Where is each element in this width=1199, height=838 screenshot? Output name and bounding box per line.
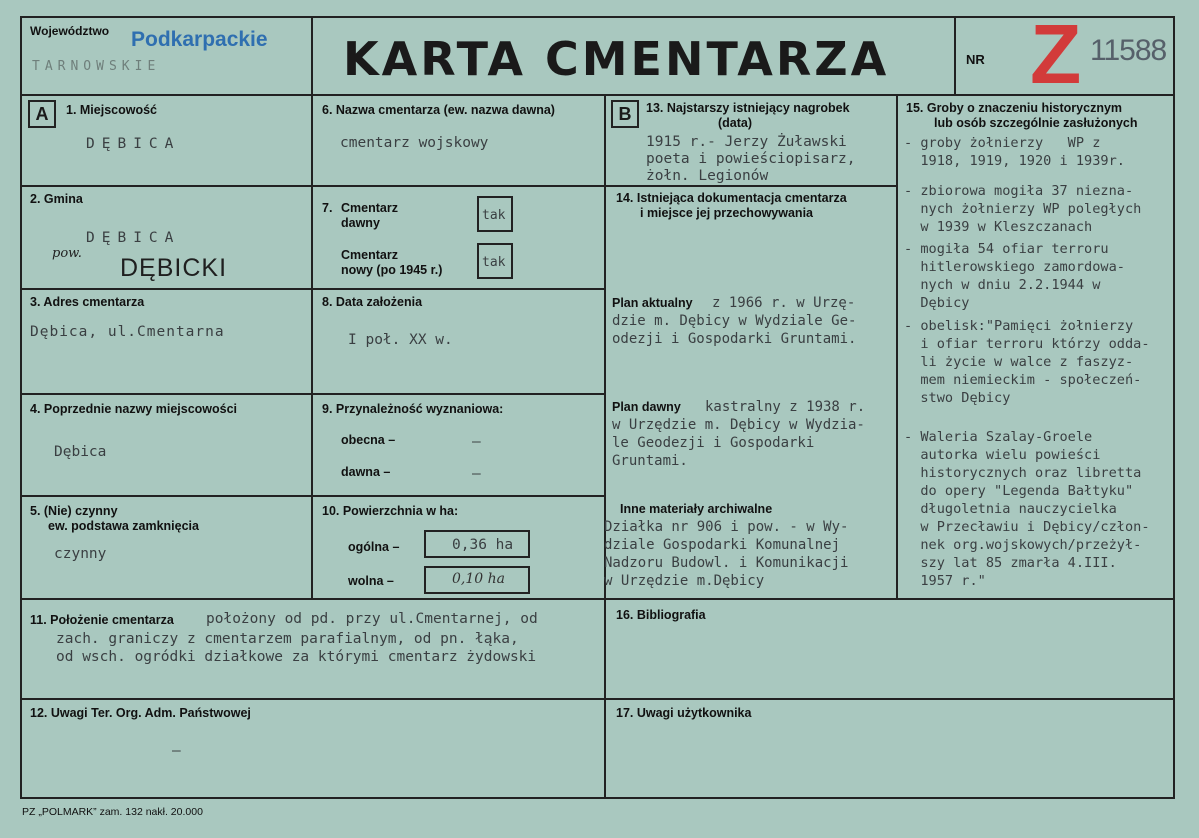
frame-bottom [20, 797, 1175, 799]
f7-dawny-value: tak [482, 208, 506, 223]
divider-col3 [896, 94, 898, 600]
divider-col2 [604, 94, 606, 799]
f11-line2: zach. graniczy z cmentarzem parafialnym, od pn. łąka, [56, 631, 519, 647]
f8-label: 8. Data założenia [322, 295, 423, 309]
f7-nowy-label2: nowy (po 1945 r.) [341, 263, 443, 277]
f14-inne-4: w Urzędzie m.Dębicy [604, 573, 765, 589]
f10-ogolna-label: ogólna – [348, 540, 400, 554]
f14-inne-1: Działka nr 906 i pow. - w Wy- [604, 519, 849, 535]
f6-label: 6. Nazwa cmentarza (ew. nazwa dawna) [322, 103, 555, 117]
f9-label: 9. Przynależność wyznaniowa: [322, 402, 504, 416]
f15-line: długoletnia nauczycielka [904, 501, 1117, 517]
row-line-13 [604, 185, 898, 187]
frame-left [20, 16, 22, 799]
f15-line: historycznych oraz libretta [904, 465, 1142, 481]
f15-line: w 1939 w Kleszczanach [904, 219, 1093, 235]
f15-line: li życie w walce z faszyz- [904, 354, 1134, 370]
printer-imprint: PZ „POLMARK” zam. 132 nakł. 20.000 [22, 806, 203, 818]
f15-label2: lub osób szczególnie zasłużonych [934, 116, 1138, 130]
wojewodztwo-label: Województwo [30, 24, 110, 38]
f14-label2: i miejsce jej przechowywania [640, 206, 813, 220]
f15-line: autorka wielu powieści [904, 447, 1101, 463]
f5-label2: ew. podstawa zamknięcia [48, 519, 199, 533]
f11-line3: od wsch. ogródki działkowe za którymi cmentarz żydowski [56, 649, 537, 665]
f14-plan-dawny-3: le Geodezji i Gospodarki [612, 435, 815, 451]
row-line-2 [20, 288, 606, 290]
f10-label: 10. Powierzchnia w ha: [322, 504, 459, 518]
row-line-5 [20, 598, 1175, 600]
nr-value: 11588 [1090, 34, 1167, 67]
f13-label1: 13. Najstarszy istniejący nagrobek [646, 101, 850, 115]
f14-plan-aktualny-label: Plan aktualny [612, 296, 693, 310]
f9-obecna-value: – [472, 434, 481, 450]
f15-line: nek org.wojskowych/przeżył- [904, 537, 1142, 553]
card-title: KARTA CMENTARZA [343, 32, 890, 86]
wojewodztwo-stamp: Podkarpackie [131, 28, 268, 51]
f15-line: 1918, 1919, 1920 i 1939r. [904, 153, 1125, 169]
divider-col1 [311, 16, 313, 600]
f12-value: – [172, 743, 181, 759]
f15-line: 1957 r." [904, 573, 986, 589]
f14-inne-3: Nadzoru Budowl. i Komunikacji [604, 555, 849, 571]
row-line-3 [20, 393, 606, 395]
f14-plan-aktualny-3: odezji i Gospodarki Gruntami. [612, 331, 857, 347]
f15-line: w Przecławiu i Dębicy/człon- [904, 519, 1150, 535]
f15-line: - zbiorowa mogiła 37 niezna- [904, 183, 1134, 199]
f17-label: 17. Uwagi użytkownika [616, 706, 752, 720]
f15-line: - Waleria Szalay-Groele [904, 429, 1093, 445]
f13-line3: żołn. Legionów [646, 168, 769, 184]
f11-line1: położony od pd. przy ul.Cmentarnej, od [206, 611, 538, 627]
f6-value: cmentarz wojskowy [340, 135, 489, 151]
f14-plan-aktualny-1: z 1966 r. w Urzę- [712, 295, 856, 311]
f15-line: mem niemieckim - społeczeń- [904, 372, 1142, 388]
f13-line2: poeta i powieściopisarz, [646, 151, 856, 167]
row-line-6 [20, 698, 1175, 700]
row-line-4 [20, 495, 606, 497]
nr-label: NR [966, 52, 985, 67]
frame-header-bottom [20, 94, 1175, 96]
f12-label: 12. Uwagi Ter. Org. Adm. Państwowej [30, 706, 251, 720]
f7-dawny-label1: Cmentarz [341, 201, 398, 215]
frame-right [1173, 16, 1175, 799]
f14-plan-dawny-2: w Urzędzie m. Dębicy w Wydzia- [612, 417, 865, 433]
f9-obecna-label: obecna – [341, 433, 396, 447]
f15-line: Dębicy [904, 295, 970, 311]
f1-label: 1. Miejscowość [66, 103, 158, 117]
f4-value: Dębica [54, 444, 107, 460]
f11-label: 11. Położenie cmentarza [30, 613, 174, 627]
f14-plan-dawny-4: Gruntami. [612, 453, 688, 469]
f15-line: szy lat 85 zmarła 4.III. [904, 555, 1117, 571]
f15-line: - mogiła 54 ofiar terroru [904, 241, 1109, 257]
nr-red-letter: Z [1030, 7, 1082, 101]
f7-nowy-value: tak [482, 255, 506, 270]
f3-label: 3. Adres cmentarza [30, 295, 145, 309]
f5-label1: 5. (Nie) czynny [30, 504, 118, 518]
f2-pow-label: pow. [52, 246, 82, 261]
f15-line: do opery "Legenda Bałtyku" [904, 483, 1134, 499]
f14-plan-aktualny-2: dzie m. Dębicy w Wydziale Ge- [612, 313, 857, 329]
f14-inne-label: Inne materiały archiwalne [620, 502, 773, 516]
f10-wolna-label: wolna – [348, 574, 394, 588]
f10-wolna-box [424, 566, 530, 594]
f14-plan-dawny-1: kastralny z 1938 r. [705, 399, 866, 415]
f2-label: 2. Gmina [30, 192, 83, 206]
f13-line1: 1915 r.- Jerzy Żuławski [646, 134, 847, 150]
f15-label1: 15. Groby o znaczeniu historycznym [906, 101, 1123, 115]
f10-wolna-value: 0,10 ha [452, 571, 505, 587]
f7-nowy-label1: Cmentarz [341, 248, 398, 262]
f9-dawna-label: dawna – [341, 465, 391, 479]
section-a-tag: A [28, 100, 56, 128]
f7-nowy-box [477, 243, 513, 279]
f4-label: 4. Poprzednie nazwy miejscowości [30, 402, 238, 416]
f14-inne-2: dziale Gospodarki Komunalnej [604, 537, 841, 553]
f16-label: 16. Bibliografia [616, 608, 706, 622]
f7-dawny-label2: dawny [341, 216, 380, 230]
f10-ogolna-box [424, 530, 530, 558]
f7-label: 7. [322, 201, 333, 215]
f15-line: i ofiar terroru którzy odda- [904, 336, 1150, 352]
f14-plan-dawny-label: Plan dawny [612, 400, 681, 414]
wojewodztwo-typed: TARNOWSKIE [32, 59, 161, 74]
f15-line: - obelisk:"Pamięci żołnierzy [904, 318, 1134, 334]
f10-ogolna-value: 0,36 ha [452, 537, 514, 553]
f15-line: stwo Dębicy [904, 390, 1011, 406]
f2-pow-value: DĘBICKI [120, 254, 228, 282]
f2-value: DĘBICA [86, 230, 181, 246]
f5-value: czynny [54, 546, 107, 562]
section-b-tag: B [611, 100, 639, 128]
f15-line: hitlerowskiego zamordowa- [904, 259, 1125, 275]
f15-line: - groby żołnierzy WP z [904, 135, 1101, 151]
f9-dawna-value: – [472, 466, 481, 482]
divider-nr [954, 16, 956, 96]
f1-value: DĘBICA [86, 136, 181, 152]
f15-line: nych w dniu 2.2.1944 w [904, 277, 1101, 293]
f8-value: I poł. XX w. [348, 332, 453, 348]
f7-dawny-box [477, 196, 513, 232]
f14-label1: 14. Istniejąca dokumentacja cmentarza [616, 191, 847, 205]
f3-value: Dębica, ul.Cmentarna [30, 324, 225, 340]
row-line-1 [20, 185, 606, 187]
f13-label2: (data) [718, 116, 753, 130]
f15-line: nych żołnierzy WP poległych [904, 201, 1142, 217]
frame-top [20, 16, 1175, 18]
